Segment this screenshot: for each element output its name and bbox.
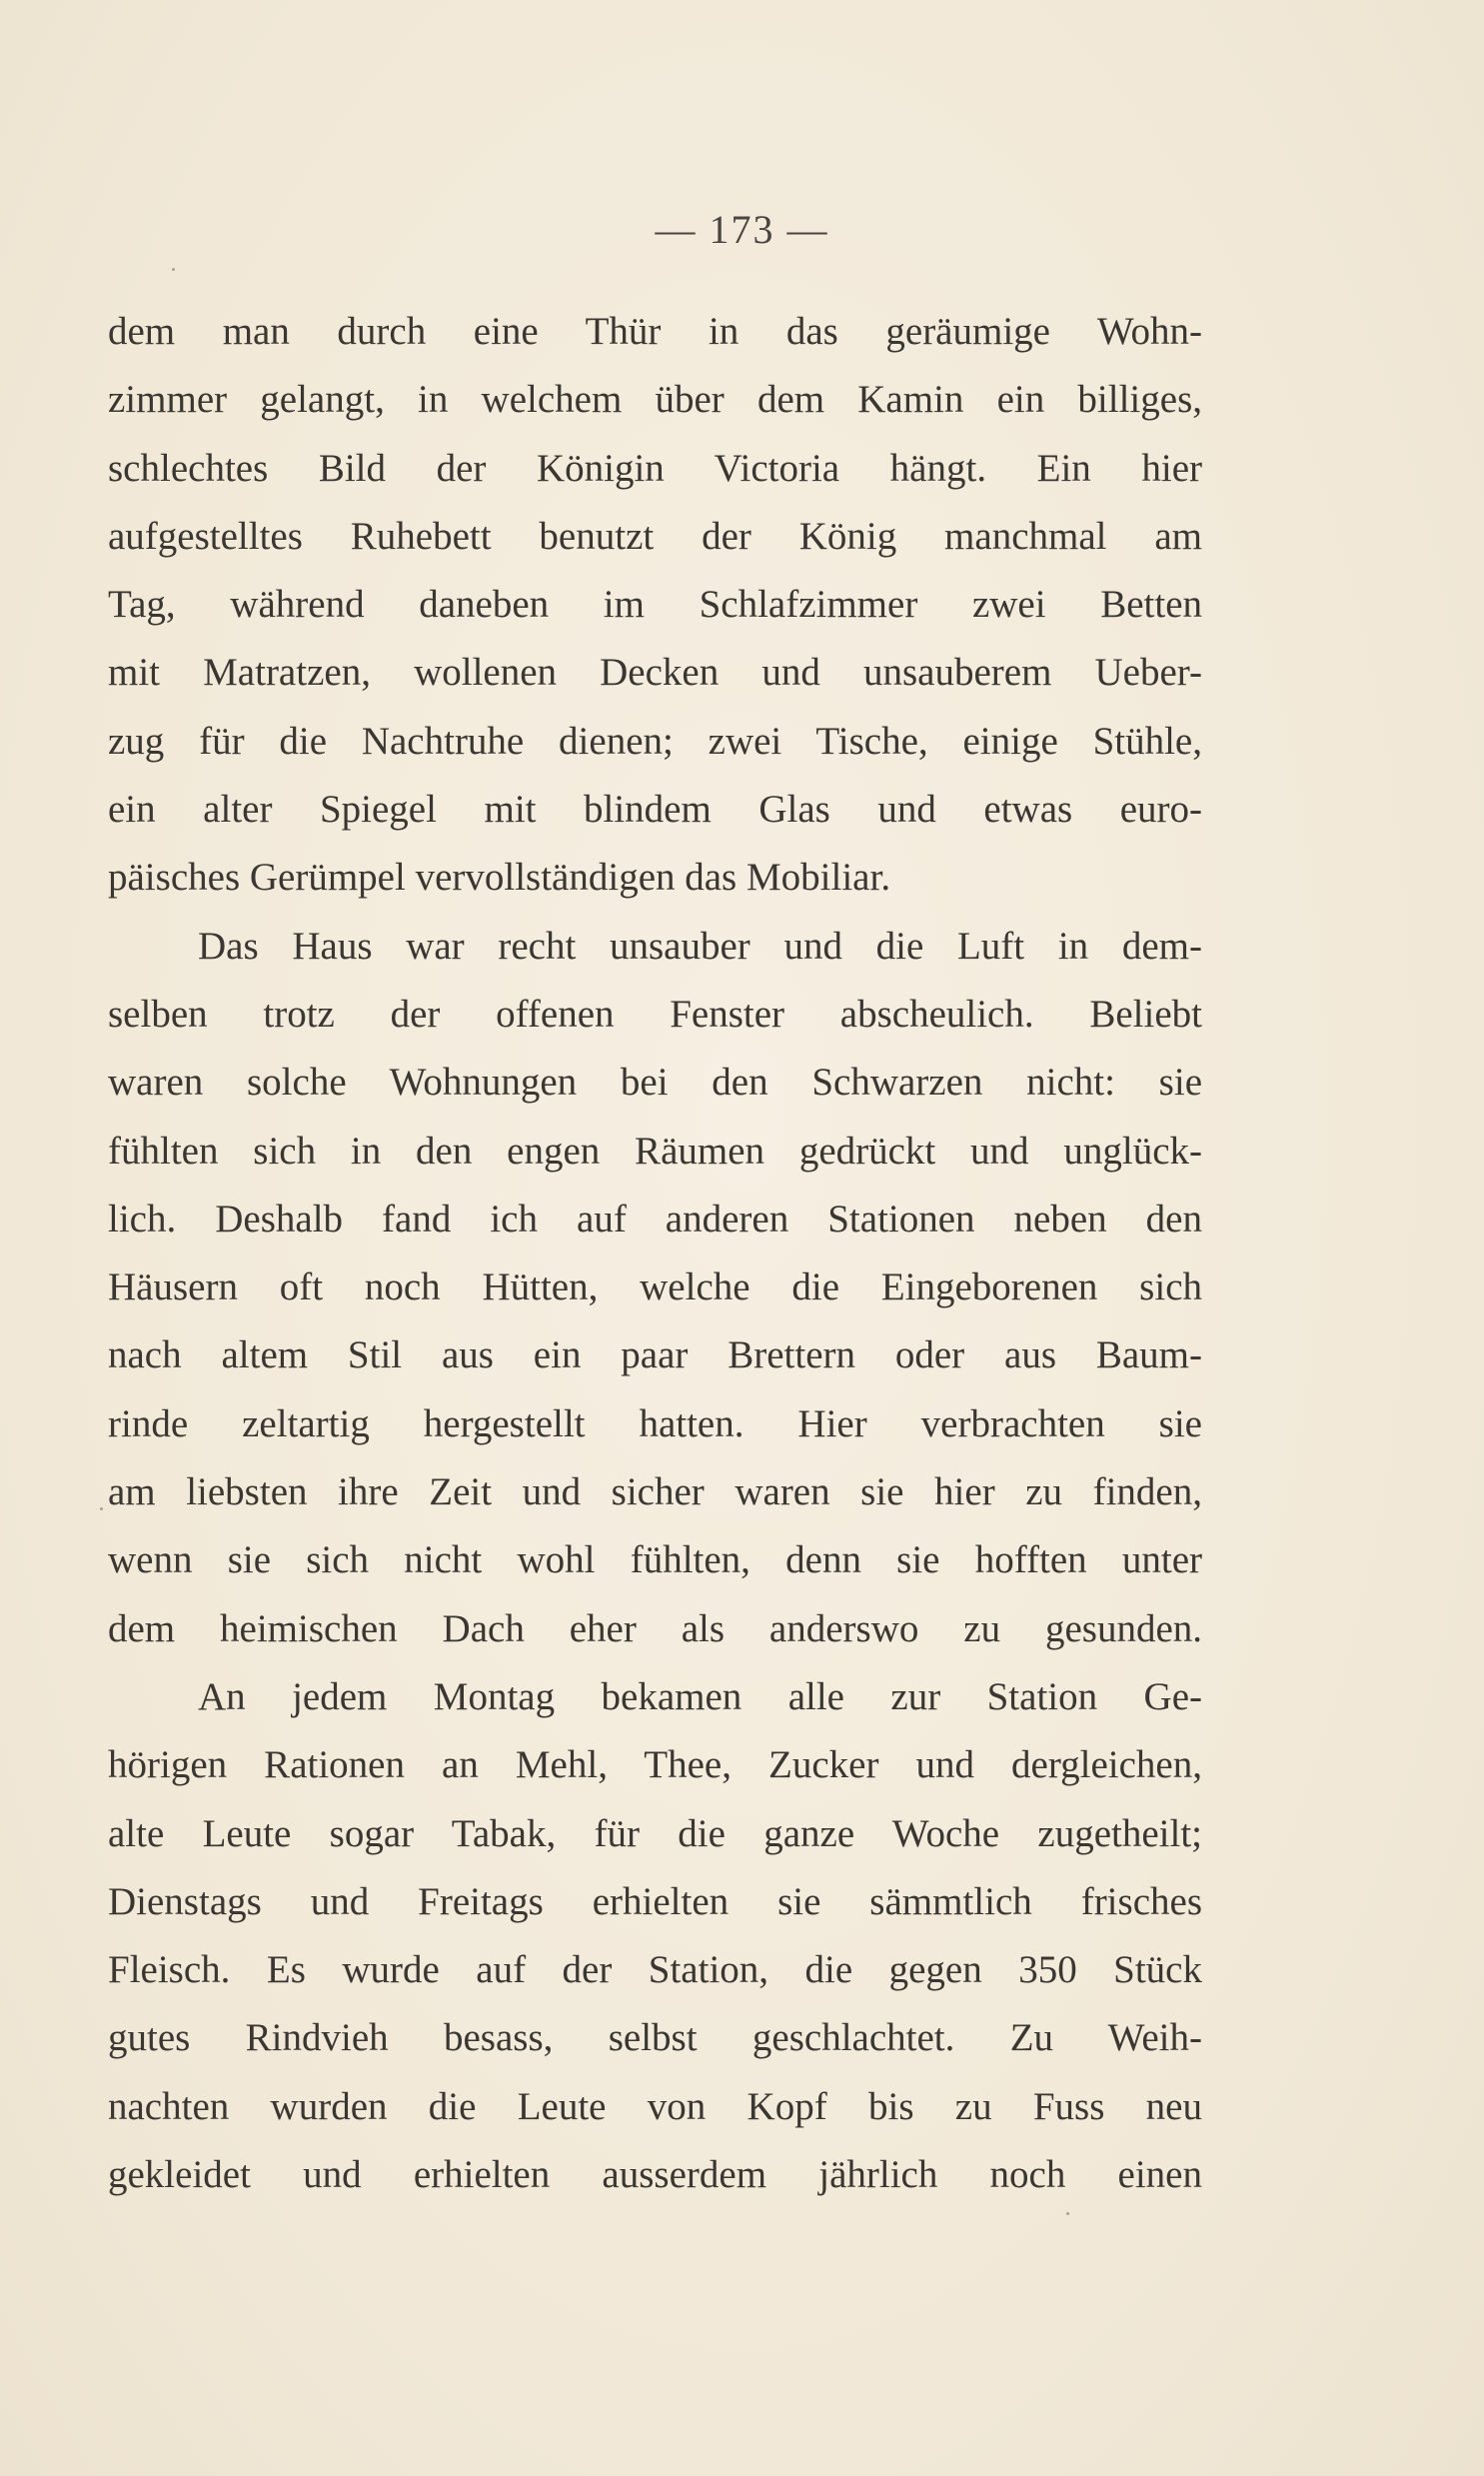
text-line-paragraph-end: päisches Gerümpel vervollständigen das Mobiliar. — [108, 856, 891, 900]
paper-speck — [172, 268, 175, 271]
text-line: nach altem Stil aus ein paar Brettern oder aus Baum- — [108, 1333, 1202, 1377]
text-line: zimmer gelangt, in welchem über dem Kamin ein billiges, — [108, 378, 1202, 422]
text-line: schlechtes Bild der Königin Victoria hängt. Ein hier — [108, 446, 1202, 490]
text-line: waren solche Wohnungen bei den Schwarzen nicht: sie — [108, 1061, 1202, 1105]
text-line: Fleisch. Es wurde auf der Station, die gegen 350 Stück — [108, 1948, 1202, 1992]
paper-speck — [1066, 2212, 1069, 2215]
text-line: zug für die Nachtruhe dienen; zwei Tische, einige Stühle, — [108, 719, 1202, 763]
text-line: dem heimischen Dach eher als anderswo zu gesunden. — [108, 1606, 1202, 1650]
body-text — [108, 298, 1202, 2209]
text-line: mit Matratzen, wollenen Decken und unsauberem Ueber- — [108, 651, 1202, 695]
text-line-paragraph-start: An jedem Montag bekamen alle zur Station Ge- — [198, 1674, 1202, 1718]
text-line: wenn sie sich nicht wohl fühlten, denn sie hofften unter — [108, 1538, 1202, 1582]
text-line: lich. Deshalb fand ich auf anderen Stationen neben den — [108, 1197, 1202, 1240]
text-line: Tag, während daneben im Schlafzimmer zwei Betten — [108, 583, 1202, 627]
text-line: selben trotz der offenen Fenster abscheulich. Beliebt — [108, 992, 1202, 1036]
text-line: nachten wurden die Leute von Kopf bis zu Fuss neu — [108, 2084, 1202, 2128]
text-line: hörigen Rationen an Mehl, Thee, Zucker und dergleichen, — [108, 1743, 1202, 1787]
text-line: alte Leute sogar Tabak, für die ganze Woche zugetheilt; — [108, 1811, 1202, 1855]
text-line: gekleidet und erhielten ausserdem jährlich noch einen — [108, 2153, 1202, 2197]
text-line: gutes Rindvieh besass, selbst geschlachtet. Zu Weih- — [108, 2016, 1202, 2060]
text-line: am liebsten ihre Zeit und sicher waren sie hier zu finden, — [108, 1470, 1202, 1514]
page-number: — 173 — — [655, 207, 829, 252]
text-line: Dienstags und Freitags erhielten sie sämmtlich frisches — [108, 1879, 1202, 1923]
text-line: fühlten sich in den engen Räumen gedrückt und unglück- — [108, 1129, 1202, 1173]
text-line: dem man durch eine Thür in das geräumige Wohn- — [108, 310, 1202, 353]
text-line: aufgestelltes Ruhebett benutzt der König manchmal am — [108, 514, 1202, 558]
text-line-paragraph-start: Das Haus war recht unsauber und die Luft in dem- — [198, 924, 1202, 968]
text-line: rinde zeltartig hergestellt hatten. Hier verbrachten sie — [108, 1401, 1202, 1445]
text-line: ein alter Spiegel mit blindem Glas und etwas euro- — [108, 788, 1202, 832]
text-line: Häusern oft noch Hütten, welche die Eingeborenen sich — [108, 1265, 1202, 1309]
paper-speck — [100, 1507, 103, 1510]
